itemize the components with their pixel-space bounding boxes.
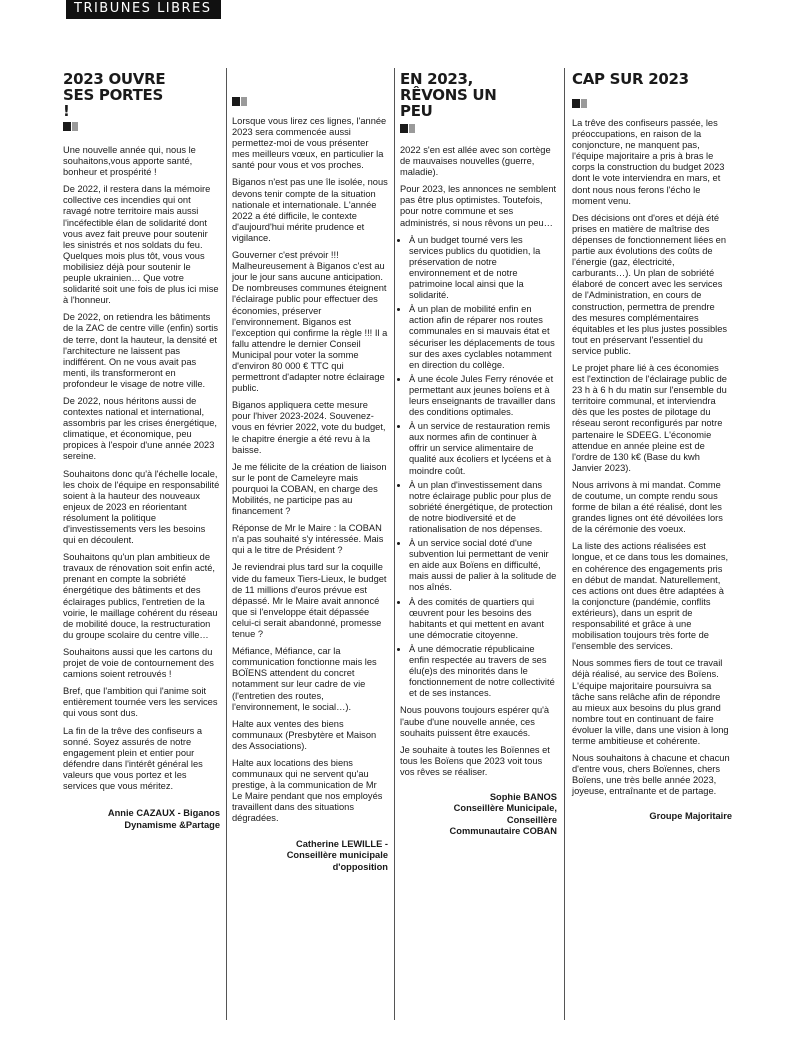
title-squares-decoration [63, 122, 220, 131]
paragraph: Réponse de Mr le Maire : la COBAN n'a pas souhaité s'y intéressée. Mais qui a le titre de Président ? [232, 523, 384, 556]
paragraph: Je me félicite de la création de liaison sur le pont de Cameleyre mais pourquoi la COBAN, en charge des Mobilités, ne participe pas au financement ? [232, 461, 387, 517]
tribune-column-1 [63, 68, 220, 1018]
column-divider [394, 68, 395, 1020]
signature-line: Sophie BANOS [489, 791, 557, 802]
paragraph: La liste des actions réalisées est longue, et ce dans tous les domaines, en cohérence des engagements pris en début de mandat. Naturellement, ces actions ont dues être adaptées à la conjoncture (pandémie, conflits extérieurs), dans un esprit de responsabilité et grâce à une mobilisation toujours très forte de l'ensemble des services. [572, 541, 729, 652]
tribune-column-4 [572, 68, 732, 1018]
title-squares-decoration [400, 124, 557, 133]
column-title: 2023 OUVRE SES PORTES ! [63, 70, 166, 120]
tribune-column-2 [232, 94, 388, 1044]
signature [63, 808, 220, 831]
signature-line: Catherine LEWILLE - [296, 838, 388, 849]
signature [232, 839, 388, 874]
paragraph: Méfiance, Méfiance, car la communication fonctionne mais les BOÏENS attendent du concret notamment sur leur cadre de vie (l'entretien des routes, l'environnement, le social…). [232, 646, 377, 712]
list-item: • À des comités de quartiers qui œuvrent pour les besoins des habitants et qui mettent en avant une démocratie citoyenne. [409, 597, 557, 641]
paragraph: Nous sommes fiers de tout ce travail déjà réalisé, au service des Boïens. L'équipe majoritaire poursuivra sa tâche sans relâche afin de répondre au mieux aux besoins du plus grand nombre tout en continuant de faire évoluer la ville, dans une vision à long terme ambitieuse et cohérente. [572, 658, 729, 746]
column-body [232, 116, 388, 825]
paragraph: Nous pouvons toujours espérer qu'à l'aube d'une nouvelle année, ces souhaits puissent être exaucés. [400, 705, 550, 738]
column-body [572, 118, 732, 797]
column-body [63, 145, 220, 792]
signature-line: Conseillère Municipale, [453, 803, 557, 814]
paragraph: 2022 s'en est allée avec son cortège de mauvaises nouvelles (guerre, maladie). [400, 145, 551, 178]
paragraph: De 2022, il restera dans la mémoire collective ces incendies qui ont ravagé notre territoire mais aussi l'incéfectible élan de solidarité dont vous avez fait preuve pour soutenir les sinistrés et nos soldats du feu. Quelques mois plus tôt, vous vous mobilisiez déjà pour soutenir le peuple ukrainien… Que votre solidarité soit une fois de plus ici mise à l'honneur. [63, 184, 219, 306]
paragraph: La fin de la trêve des confiseurs a sonné. Soyez assurés de notre engagement plein et entier pour défendre dans l'intérêt général les valeurs que vous portez et les services que vous méritez. [63, 725, 203, 791]
section-header-label: TRIBUNES LIBRES [74, 1, 212, 16]
signature-line: Communautaire COBAN [449, 826, 557, 837]
paragraph: Une nouvelle année qui, nous le souhaitons,vous apporte santé, bonheur et prospérité ! [63, 145, 196, 178]
list-item: • À une école Jules Ferry rénovée et permettant aux jeunes boïens et à leurs enseignants de travailler dans des conditions optimales. [409, 374, 557, 418]
list-item: • À un budget tourné vers les services publics du quotidien, la préservation de notre environnement et de notre patrimoine local ainsi que la solidarité. [409, 235, 557, 302]
signature-line: Dynamisme &Partage [124, 819, 220, 830]
paragraph: Pour 2023, les annonces ne semblent pas être plus optimistes. Toutefois, pour notre commune et ses administrés, si nous rêvons un peu… [400, 184, 557, 228]
section-header [66, 0, 221, 19]
paragraph: Souhaitons qu'un plan ambitieux de travaux de rénovation soit enfin acté, prenant en compte la sobriété énergétique des bâtiments et des éclairages publics, l'entretien de la voirie, le maillage cohérent du réseau de mobilité douce, la restructuration du groupe scolaire du centre ville… [63, 552, 218, 640]
paragraph: Biganos appliquera cette mesure pour l'hiver 2023-2024. Souvenez-vous en février 2022, vote du budget, le chapitre énergie a été revu à la baisse. [232, 400, 386, 455]
signature-line: Annie CAZAUX - Biganos [107, 808, 220, 819]
paragraph: Souhaitons aussi que les cartons du projet de voie de contournement des camions soient retrouvés ! [63, 646, 214, 680]
signature-line: d'opposition [332, 861, 388, 872]
list-item: • À un service de restauration remis aux normes afin de continuer à offrir un service alimentaire de qualité aux écoliers et lycéens et à moindre coût. [409, 421, 557, 476]
column-divider [564, 68, 565, 1020]
signature-line: Groupe Majoritaire [649, 811, 732, 822]
paragraph: Nous arrivons à mi mandat. Comme de coutume, un compte rendu sous forme de bilan a été réalisé, dont les grandes lignes ont été dévoilées lors de la cérémonie des voeux. [572, 479, 723, 535]
wish-list [400, 235, 557, 700]
paragraph: Je reviendrai plus tard sur la coquille vide du fameux Tiers-Lieux, le budget de 11 millions d'euros prévue est dépassé. Mr le Maire avait annoncé que si l'enveloppe était dépassée celui-ci serait abandonné, promesse tenue ? [232, 562, 387, 640]
title-squares-decoration [232, 97, 388, 106]
paragraph: La trêve des confiseurs passée, les préoccupations, en raison de la conjoncture, ne manquent pas, l'équipe majoritaire a pris à bras le corps la construction du budget 2023 dont le vote interviendra en mars, et dont nous nous ferons l'écho le moment venu. [572, 118, 725, 206]
paragraph: Biganos n'est pas une île isolée, nous devons tenir compte de la situation nationale et internationale. L'année 2022 a été difficile, le contexte d'aujourd'hui mérite prudence et vigilance. [232, 177, 388, 243]
title-squares-decoration [572, 99, 732, 108]
column-title: EN 2023, RÊVONS UN PEU [400, 70, 497, 120]
signature [400, 792, 557, 838]
paragraph: Nous souhaitons à chacune et chacun d'entre vous, chers Boïennes, chers Boïens, une très belle année 2023, joyeuse, entraînante et de partage. [572, 753, 730, 797]
list-item: • À une démocratie républicaine enfin respectée au travers de ses élu(e)s des minorités dans le fonctionnement de notre collectivité et de ses instances. [409, 644, 557, 699]
list-item: • À un plan d'investissement dans notre éclairage public pour plus de sobriété énergétique, de protection de notre biodiversité et de rationalisation de nos dépenses. [409, 480, 557, 535]
paragraph: Lorsque vous lirez ces lignes, l'année 2023 sera commencée aussi permettez-moi de vous présenter mes meilleurs vœux, en particulier la santé pour vous et vos proches. [232, 116, 387, 171]
paragraph: Halte aux locations des biens communaux qui ne servent qu'au prestige, à la communication de Mr Le Maire pendant que nos employés travaillent dans des situations dégradées. [232, 757, 383, 824]
paragraph: Le projet phare lié à ces économies est l'extinction de l'éclairage public de 23 h à 6 h du matin sur l'ensemble du territoire communal, et interviendra dès que les postes de pilotage du réseau seront reconfigurés par notre partenaire le SDEEG. L'économie attendue en année pleine est de l'ordre de 130 k€ (Base du kwh Janvier 2023). [572, 362, 727, 473]
column-divider [226, 68, 227, 1020]
signature-line: Conseillère [506, 814, 557, 825]
paragraph: Des décisions ont d'ores et déjà été prises en matière de maîtrise des dépenses de fonctionnement liées en partie aux évolutions des coûts de l'énergie (gaz, électricité, carburants…). Un plan de sobriété élaboré de concert avec les services de l'Administration, en cours de construction, permettra de prendre des mesures complémentaires équitables et les plus justes possibles tout en préservant l'essentiel du service public. [572, 212, 728, 356]
paragraph: Halte aux ventes des biens communaux (Presbytère et Maison des Associations). [232, 718, 377, 751]
paragraph: De 2022, on retiendra les bâtiments de la ZAC de centre ville (enfin) sortis de terre, dont la hauteur, la densité et l'architecture ne laissent pas indifférent. On ne vous avait pas menti, ils transformeront en profondeur le visage de notre ville. [63, 312, 219, 389]
list-item: • À un service social doté d'une subvention lui permettant de venir en aide aux Boïens en difficulté, mais aussi de palier à la solitude de nos aînés. [409, 538, 557, 593]
signature [572, 811, 732, 823]
signature-line: Conseillère municipale [286, 850, 388, 861]
paragraph: Gouverner c'est prévoir !!! Malheureusement à Biganos c'est au jour le jour sans aucune anticipation. De nombreuses communes éteignent l'éclairage public pour effectuer des économies, préserver l'environnement. Biganos est l'exception qui confirme la règle !!! Il a fallu attendre le dernier Conseil Municipal pour voter la somme d'environ 80 000 € TTC qui permettront d'adapter notre éclairage public. [232, 250, 388, 394]
column-title: CAP SUR 2023 [572, 70, 689, 88]
paragraph: Souhaitons donc qu'à l'échelle locale, les choix de l'équipe en responsabilité soient à la hauteur des nouveaux enjeux de 2023 en réorientant résolument la politique d'investissements vers les besoins qui en découlent. [63, 468, 220, 546]
tribune-column-3 [400, 68, 557, 1018]
column-body [400, 145, 557, 778]
list-item: • À un plan de mobilité enfin en action afin de réparer nos routes communales en si mauvais état et sécuriser les déplacements de tous sur des axes cyclables notamment en direction du collège. [409, 304, 557, 371]
paragraph: Bref, que l'ambition qui l'anime soit entièrement tournée vers les services qui vous sont dus. [63, 686, 218, 719]
paragraph: De 2022, nous héritons aussi de contextes national et international, assombris par les crises énergétique, climatique, et économique, peu propices à l'espoir d'une année 2023 sereine. [63, 395, 217, 462]
paragraph: Je souhaite à toutes les Boïennes et tous les Boïens que 2023 voit tous vos rêves se réaliser. [400, 744, 550, 777]
